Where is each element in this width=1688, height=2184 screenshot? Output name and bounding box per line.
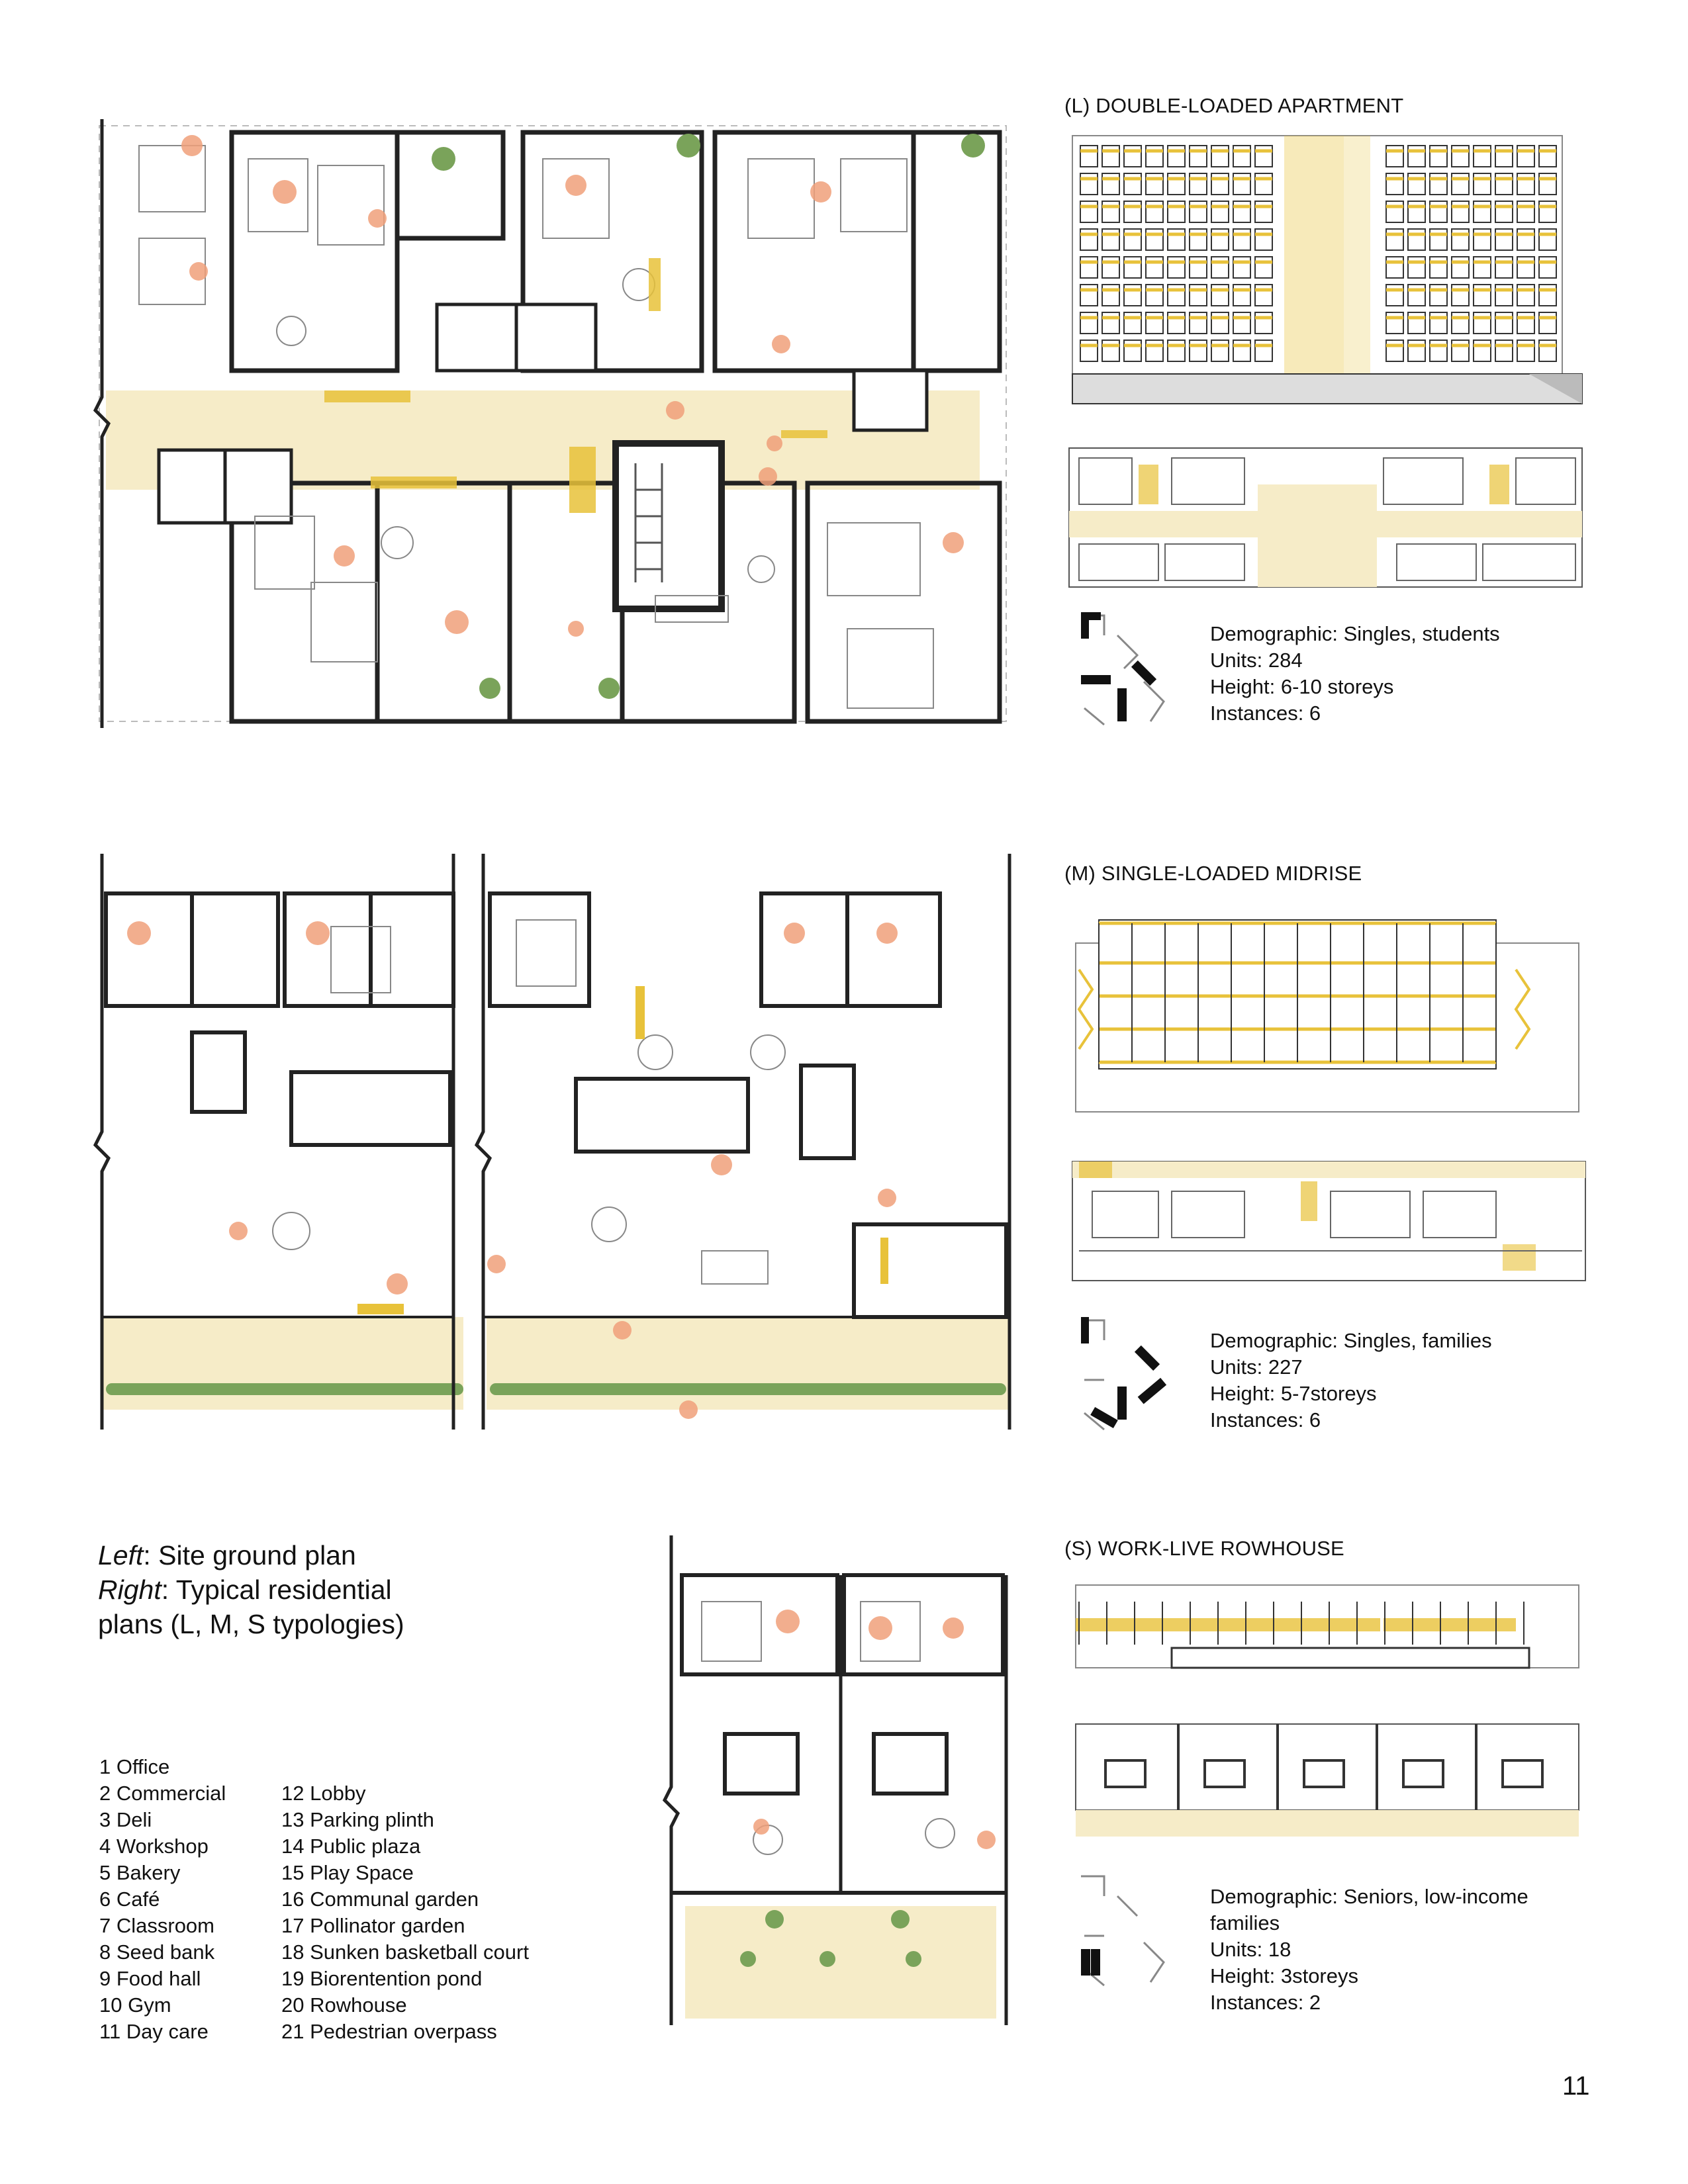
floorplan-m-small [1066,1152,1589,1287]
floorplan-l-small [1066,445,1589,594]
legend-item: 2 Commercial [99,1782,226,1805]
typology-l-stats [1210,621,1500,727]
typology-m-height: Height: 5-7storeys [1210,1382,1377,1405]
caption-right-label: Right [98,1574,162,1605]
typology-s-demographic-cont: families [1210,1911,1280,1934]
typology-m-demographic: Demographic: Singles, families [1210,1329,1492,1352]
typology-m-stats [1210,1328,1492,1433]
legend-item: 20 Rowhouse [281,1993,407,2017]
legend-item: 5 Bakery [99,1861,181,1884]
typology-m-title: (M) SINGLE-LOADED MIDRISE [1064,862,1362,885]
typology-s-instances: Instances: 2 [1210,1991,1321,2014]
legend-item: 7 Classroom [99,1914,214,1937]
legend-item: 9 Food hall [99,1967,201,1990]
figure-caption [98,1538,404,1641]
typology-s-title: (S) WORK-LIVE ROWHOUSE [1064,1537,1344,1560]
floorplan-s-small [1066,1721,1589,1840]
caption-line3: plans (L, M, S typologies) [98,1609,404,1639]
legend-column-1 [99,1754,226,2045]
caption-left-text: : Site ground plan [143,1540,356,1570]
plan-double-loaded-apartment [93,119,1019,735]
legend-item: 1 Office [99,1755,170,1778]
plan-work-live-rowhouse [662,1535,1019,2025]
site-key-m-icon [1078,1314,1170,1433]
typology-l-units: Units: 284 [1210,649,1303,672]
legend-item: 15 Play Space [281,1861,414,1884]
legend-item: 14 Public plaza [281,1835,421,1858]
typology-s-units: Units: 18 [1210,1938,1291,1961]
typology-s-demographic: Demographic: Seniors, low-income [1210,1885,1528,1908]
elevation-l [1066,129,1589,410]
legend-item: 10 Gym [99,1993,171,2017]
legend-item: 12 Lobby [281,1782,366,1805]
caption-left-label: Left [98,1540,144,1570]
typology-l-instances: Instances: 6 [1210,702,1321,725]
typology-l-height: Height: 6-10 storeys [1210,675,1394,698]
legend-column-2 [281,1780,529,2045]
legend-item: 3 Deli [99,1808,152,1831]
legend-item: 8 Seed bank [99,1940,215,1964]
page-number: 11 [1562,2071,1590,2101]
legend-item: 17 Pollinator garden [281,1914,465,1937]
typology-l-demographic: Demographic: Singles, students [1210,622,1500,645]
typology-l-title: (L) DOUBLE-LOADED APARTMENT [1064,94,1404,117]
typology-s-stats [1210,1884,1528,2016]
legend-item: 21 Pedestrian overpass [281,2020,497,2043]
legend-item: 4 Workshop [99,1835,209,1858]
caption-right-text: : Typical residential [161,1574,392,1605]
typology-m-units: Units: 227 [1210,1355,1303,1379]
legend-item: 18 Sunken basketball court [281,1940,529,1964]
elevation-m [1066,910,1589,1118]
typology-s-height: Height: 3storeys [1210,1964,1358,1987]
legend-item: 6 Café [99,1888,160,1911]
legend-item: 16 Communal garden [281,1888,479,1911]
legend-item: 13 Parking plinth [281,1808,434,1831]
typology-m-instances: Instances: 6 [1210,1408,1321,1432]
site-key-l-icon [1078,609,1170,728]
plan-single-loaded-midrise [93,854,1019,1430]
site-key-s-icon [1078,1870,1170,1989]
legend-item: 11 Day care [99,2020,209,2043]
elevation-s [1066,1582,1589,1674]
legend-item: 19 Biorentention pond [281,1967,483,1990]
